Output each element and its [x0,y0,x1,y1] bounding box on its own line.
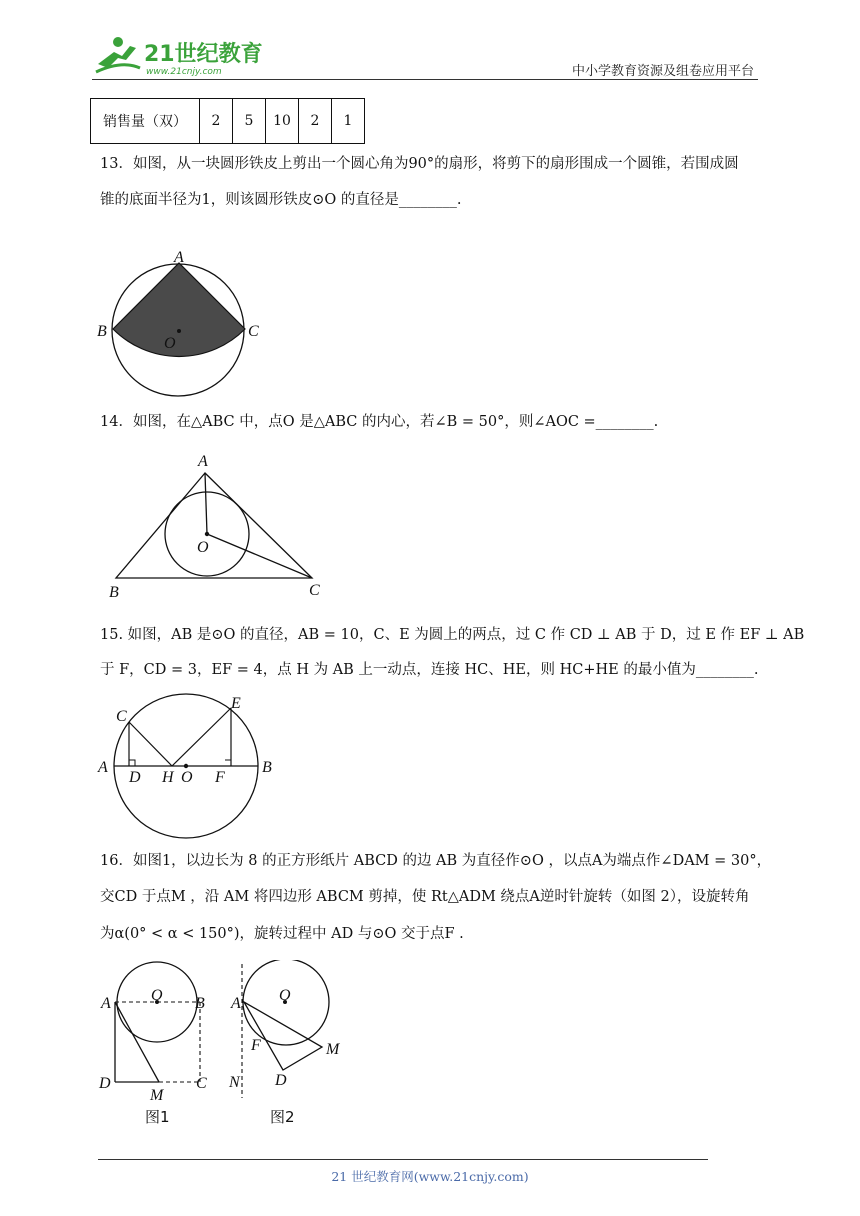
center-point [177,329,181,333]
header-divider [92,79,758,80]
table-cell: 2 [200,99,233,144]
label-H: H [162,769,174,786]
label-F: F [215,769,225,786]
svg-text:21世纪教育: 21世纪教育 [144,42,262,67]
header-platform-title: 中小学教育资源及组卷应用平台 [571,64,754,79]
label-N: N [229,1074,240,1091]
sales-table [90,98,365,144]
table-cell: 5 [233,99,266,144]
label-C: C [309,582,320,599]
label-O: O [151,987,163,1004]
segment-ao [205,473,207,534]
label-A: A [101,995,111,1012]
label-C: C [116,708,127,725]
center-point [184,764,188,768]
label-O: O [279,987,291,1004]
label-C: C [196,1075,207,1092]
footer-divider [98,1159,708,1160]
runner-logo-icon [96,37,140,72]
segment-he [172,708,231,766]
figure-2-caption: 图2 [270,1108,295,1126]
label-E: E [231,695,241,712]
table-row [91,99,365,144]
triangle-abc [116,473,312,578]
q16-text-line1: 16．如图1，以边长为 8 的正方形纸片 ABCD 的边 AB 为直径作⊙O ，以点A为端点作∠DAM = 30°， [100,853,772,869]
q13-figure [90,245,270,405]
label-F: F [251,1037,261,1054]
label-D: D [129,769,141,786]
label-D: D [99,1075,111,1092]
q14-text-line1: 14．如图，在△ABC 中，点O 是△ABC 的内心，若∠B = 50°，则∠AOC =________. [100,414,659,430]
q15-figure [92,692,292,842]
label-B: B [109,584,119,601]
site-logo [92,34,262,78]
q13-text-line2: 锥的底面半径为1，则该圆形铁皮⊙O 的直径是________. [100,192,462,208]
footer-link[interactable]: 21 世纪教育网(www.21cnjy.com) [331,1169,529,1184]
figure-1-caption: 图1 [145,1108,170,1126]
label-O: O [181,769,193,786]
q16-text-line3: 为α(0° < α < 150°)，旋转过程中 AD 与⊙O 交于点F . [100,926,464,942]
shaded-sector [113,263,245,356]
label-A: A [174,249,184,266]
label-A: A [231,995,241,1012]
right-angle-d [129,760,135,766]
label-C: C [248,323,259,340]
q15-text-line2: 于 F，CD = 3，EF = 4，点 H 为 AB 上一动点，连接 HC、HE，则 HC+HE 的最小值为________. [100,662,759,678]
label-M: M [326,1041,340,1058]
label-B: B [262,759,272,776]
table-cell: 10 [266,99,299,144]
right-angle-f [225,760,231,766]
label-O: O [197,539,209,556]
segment-ch [129,722,172,766]
label-A: A [198,453,208,470]
table-cell: 2 [299,99,332,144]
q16-figure-2 [228,960,341,1126]
table-cell: 1 [332,99,365,144]
q16-figure-1 [98,962,207,1126]
q14-figure [100,448,340,603]
label-B: B [195,995,205,1012]
label-D: D [275,1072,287,1089]
label-O: O [164,335,176,352]
q16-figures [92,960,362,1130]
incenter-point [205,532,209,536]
label-B: B [97,323,107,340]
svg-text:www.21cnjy.com: www.21cnjy.com [146,67,222,77]
triangle-adm [244,1002,322,1070]
q16-text-line2: 交CD 于点M ，沿 AM 将四边形 ABCM 剪掉，使 Rt△ADM 绕点A逆时针旋转（如图 2），设旋转角 [100,889,750,905]
table-row-label: 销售量（双） [91,99,200,144]
q15-text-line1: 15. 如图，AB 是⊙O 的直径，AB = 10，C、E 为圆上的两点，过 C 作 CD ⊥ AB 于 D，过 E 作 EF ⊥ AB [100,627,805,643]
segment-oc [207,534,312,578]
label-A: A [98,759,108,776]
label-M: M [150,1087,164,1104]
q13-text-line1: 13．如图，从一块圆形铁皮上剪出一个圆心角为90°的扇形，将剪下的扇形围成一个圆锥，若围成圆 [100,156,739,172]
